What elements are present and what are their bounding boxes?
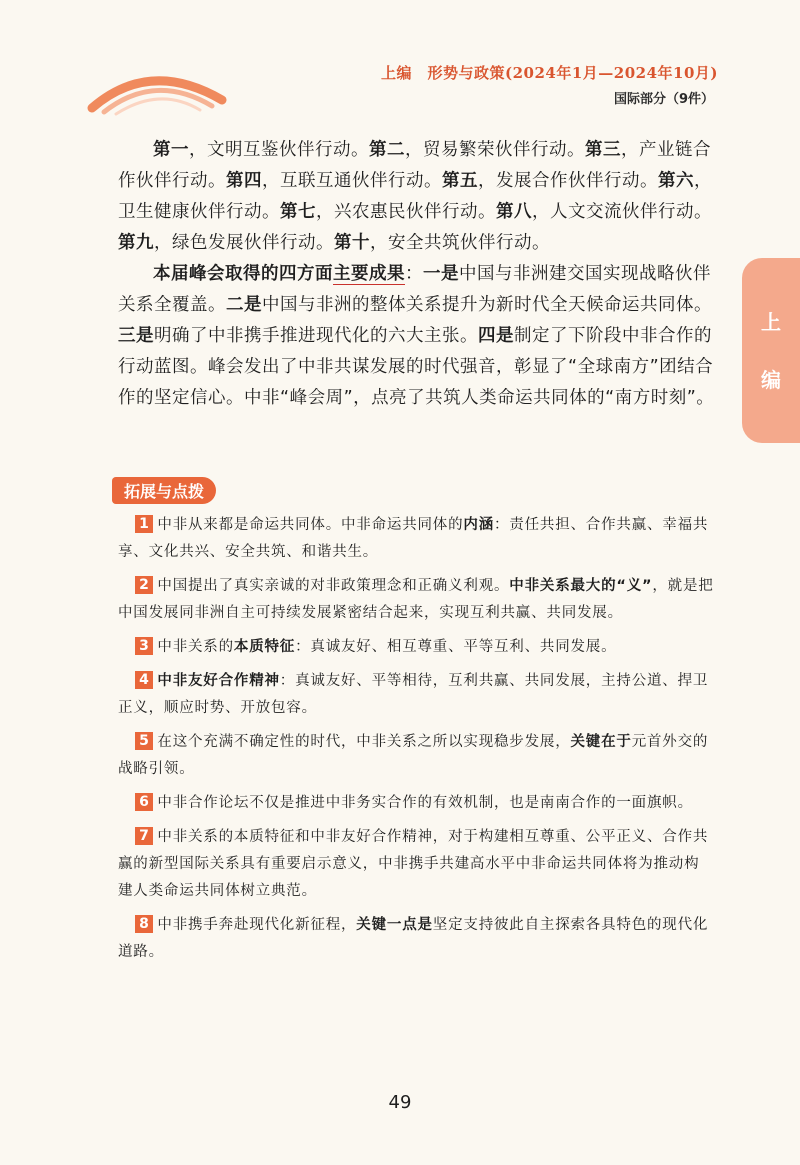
paragraph-achievements xyxy=(118,259,716,414)
action-6: ，卫生健康伙伴行动。 xyxy=(118,171,712,222)
extension-item-8 xyxy=(118,912,714,966)
item-text: 中非合作论坛不仅是推进中非务实合作的有效机制，也是南南合作的一面旗帜。 xyxy=(157,795,693,811)
point-4-key: 四是 xyxy=(478,326,514,346)
extension-list xyxy=(118,512,714,973)
item-emphasis: 关键在于 xyxy=(570,734,632,750)
item-text-rest: ：真诚友好、平等相待，互利共赢、共同发展，主持公道、捍卫正义，顺应时势、开放包容。 xyxy=(118,673,709,716)
extension-item-5 xyxy=(118,729,714,783)
item-text: 在这个充满不确定性的时代，中非关系之所以实现稳步发展， xyxy=(157,734,571,750)
item-emphasis: 关键一点是 xyxy=(356,917,433,933)
ordinal-1: 第一 xyxy=(153,140,189,160)
achievements-lead: 本届峰会取得的四方面 xyxy=(153,264,333,284)
ordinal-10: 第十 xyxy=(334,233,370,253)
action-10: ，安全共筑伙伴行动。 xyxy=(370,233,550,253)
item-emphasis: 本质特征 xyxy=(233,639,296,655)
ordinal-3: 第三 xyxy=(585,140,621,160)
item-number-badge: 1 xyxy=(135,515,153,533)
header-title: 上编 形势与政策(2024年1月—2024年10月) xyxy=(380,64,718,82)
item-text: 中非携手奔赴现代化新征程， xyxy=(157,917,357,933)
item-number-badge: 7 xyxy=(135,827,153,845)
ordinal-8: 第八 xyxy=(496,202,532,222)
action-7: ，兴农惠民伙伴行动。 xyxy=(316,202,496,222)
section-label-extension: 拓展与点拨 xyxy=(112,477,216,504)
point-1-key: 一是 xyxy=(423,264,459,284)
item-number-badge: 2 xyxy=(135,576,153,594)
action-8: ，人文交流伙伴行动。 xyxy=(532,202,712,222)
extension-item-3 xyxy=(118,634,714,661)
ordinal-4: 第四 xyxy=(226,171,262,191)
paragraph-actions xyxy=(118,135,716,259)
page-number: 49 xyxy=(388,1092,412,1113)
action-1: ，文明互鉴伙伴行动。 xyxy=(189,140,369,160)
achievements-underlined: 主要成果 xyxy=(333,264,405,284)
action-4: ，互联互通伙伴行动。 xyxy=(262,171,442,191)
point-2-key: 二是 xyxy=(226,295,262,315)
point-3-text: 明确了中非携手推进现代化的六大主张。 xyxy=(154,326,478,346)
item-text-rest: ：真诚友好、相互尊重、平等互利、共同发展。 xyxy=(295,639,617,655)
colon: ： xyxy=(405,264,423,284)
extension-item-6 xyxy=(118,790,714,817)
ordinal-2: 第二 xyxy=(369,140,405,160)
item-text-rest: 元首外交的战略引领。 xyxy=(118,734,709,777)
action-5: ，发展合作伙伴行动。 xyxy=(478,171,658,191)
item-text: 中非关系的 xyxy=(157,639,234,655)
item-number-badge: 5 xyxy=(135,732,153,750)
item-number-badge: 6 xyxy=(135,793,153,811)
item-text: 中国提出了真实亲诚的对非政策理念和正确义利观。 xyxy=(157,578,510,594)
ordinal-7: 第七 xyxy=(280,202,316,222)
ordinal-5: 第五 xyxy=(442,171,478,191)
item-emphasis: 中非友好合作精神 xyxy=(157,673,280,689)
ordinal-9: 第九 xyxy=(118,233,154,253)
point-1-text: 中国与非洲建交国实现战略伙伴关系全覆盖。 xyxy=(118,264,711,315)
item-emphasis: 内涵 xyxy=(463,517,494,533)
header-subtitle: 国际部分（9件） xyxy=(613,92,714,107)
item-text-rest: ：责任共担、合作共赢、幸福共享、文化共兴、安全共筑、和谐共生。 xyxy=(118,517,709,560)
side-tab xyxy=(742,258,800,443)
item-number-badge: 4 xyxy=(135,671,153,689)
point-3-key: 三是 xyxy=(118,326,154,346)
side-tab-char-2: 编 xyxy=(761,367,781,392)
action-9: ，绿色发展伙伴行动。 xyxy=(154,233,334,253)
header-arc-decoration xyxy=(0,0,260,120)
main-text xyxy=(118,135,716,414)
item-text-rest: 坚定支持彼此自主探索各具特色的现代化道路。 xyxy=(118,917,709,960)
action-3: ，产业链合作伙伴行动。 xyxy=(118,140,711,191)
item-number-badge: 3 xyxy=(135,637,153,655)
point-4-text: 制定了下阶段中非合作的行动蓝图。峰会发出了中非共谋发展的时代强音，彰显了“全球南方”团结合作的坚定信心。中非“峰会周”，点亮了共筑人类命运共同体的“南方时刻”。 xyxy=(118,326,715,408)
extension-item-4 xyxy=(118,668,714,722)
action-2: ，贸易繁荣伙伴行动。 xyxy=(405,140,585,160)
item-number-badge: 8 xyxy=(135,915,153,933)
extension-item-7 xyxy=(118,824,714,905)
extension-item-2 xyxy=(118,573,714,627)
point-2-text: 中国与非洲的整体关系提升为新时代全天候命运共同体。 xyxy=(262,295,712,315)
item-emphasis: 中非关系最大的“义” xyxy=(509,578,653,594)
extension-item-1 xyxy=(118,512,714,566)
side-tab-char-1: 上 xyxy=(761,309,781,334)
item-text-rest: ，就是把中国发展同非洲自主可持续发展紧密结合起来，实现互利共赢、共同发展。 xyxy=(118,578,714,621)
item-text: 中非关系的本质特征和中非友好合作精神，对于构建相互尊重、公平正义、合作共赢的新型国际关系具有重要启示意义，中非携手共建高水平中非命运共同体将为推动构建人类命运共同体树立典范。 xyxy=(118,829,709,899)
item-text: 中非从来都是命运共同体。中非命运共同体的 xyxy=(157,517,464,533)
ordinal-6: 第六 xyxy=(658,171,694,191)
